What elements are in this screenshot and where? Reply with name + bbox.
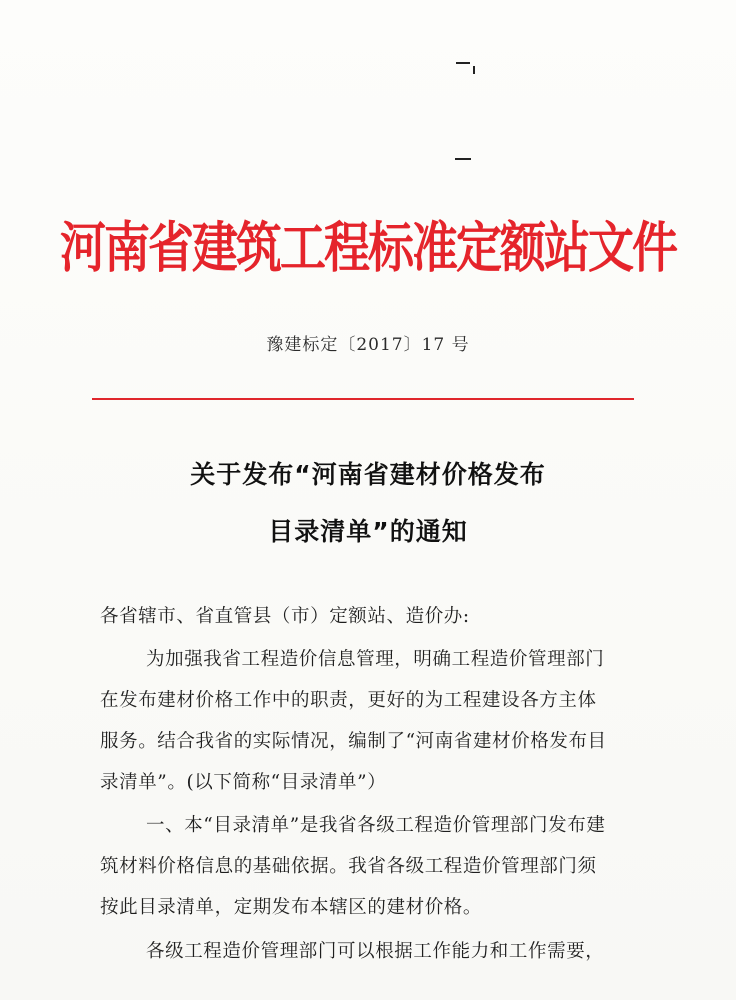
paragraph-2-line-2: 筑材料价格信息的基础依据。我省各级工程造价管理部门须 xyxy=(100,856,597,877)
paragraph-1-line-1: 为加强我省工程造价信息管理，明确工程造价管理部门 xyxy=(146,649,605,670)
notice-title-line-1: 关于发布“河南省建材价格发布 xyxy=(190,460,546,489)
document-number: 豫建标定〔2017〕17 号 xyxy=(266,335,470,355)
paragraph-1-line-4: 录清单”。(以下简称“目录清单”） xyxy=(100,772,387,793)
paragraph-1-line-3: 服务。结合我省的实际情况，编制了“河南省建材价格发布目 xyxy=(100,731,607,752)
red-divider-rule xyxy=(92,398,634,400)
paragraph-2-line-1: 一、本“目录清单”是我省各级工程造价管理部门发布建 xyxy=(146,815,606,836)
paragraph-1-line-2: 在发布建材价格工作中的职责，更好的为工程建设各方主体 xyxy=(100,690,597,711)
paragraph-2-line-3: 按此目录清单，定期发布本辖区的建材价格。 xyxy=(100,897,483,918)
issuer-header-title: 河南省建筑工程标准定额站文件 xyxy=(60,215,676,280)
scan-mark-top xyxy=(456,62,470,64)
salutation-line: 各省辖市、省直管县（市）定额站、造价办: xyxy=(100,606,470,627)
paragraph-3-line-1: 各级工程造价管理部门可以根据工作能力和工作需要， xyxy=(146,941,605,962)
scan-mark-mid xyxy=(455,158,471,160)
notice-title-line-2: 目录清单”的通知 xyxy=(268,517,468,546)
scan-mark-tick xyxy=(473,66,475,74)
